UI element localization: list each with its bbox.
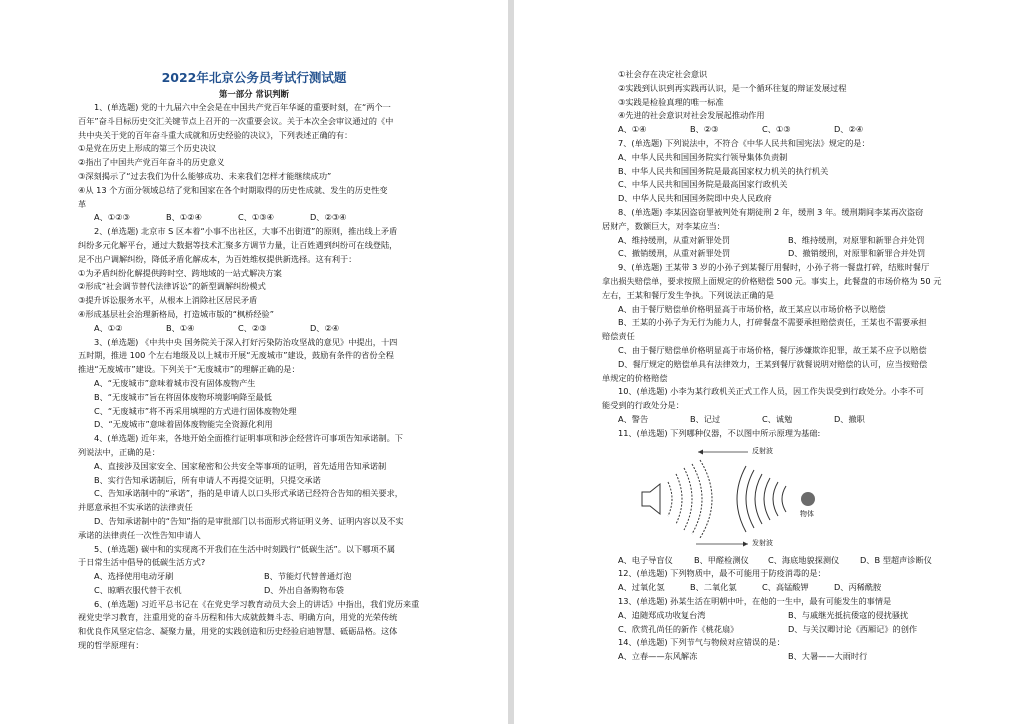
text-line: 赔偿责任 [602, 331, 635, 342]
emitted-waves [668, 460, 712, 538]
text-line: D、中华人民共和国国务院即中央人民政府 [618, 193, 772, 204]
option: D、撤职 [834, 413, 865, 424]
text-line: 1、(单选题) 党的十九届六中全会是在中国共产党百年华诞的重要时刻，在“两个一 [94, 102, 391, 112]
option: D、B 型超声诊断仪 [860, 554, 932, 565]
text-line: 单规定的价格赔偿 [602, 372, 668, 383]
option: D、与关汉卿讨论《西厢记》的创作 [788, 623, 918, 634]
text-line: 并愿意承担不实承诺的法律责任 [78, 502, 193, 513]
text-line: D、“无废城市”意味着固体废物能完全资源化利用 [94, 419, 273, 430]
text-line: ①为矛盾纠纷化解提供跨时空、跨地域的一站式解决方案 [78, 267, 282, 278]
option: A、追随郑成功收复台湾 [618, 609, 706, 620]
text-line: 五时期，推进 100 个左右地级及以上城市开展“无废城市”建设，鼓励有条件的省份全程 [78, 350, 394, 361]
object-label: 物体 [800, 509, 814, 518]
text-line: C、中华人民共和国国务院是最高国家行政机关 [618, 179, 788, 190]
echo-principle-figure [602, 444, 954, 550]
q2-options [78, 322, 430, 336]
option: A、电子导盲仪 [618, 554, 673, 565]
text-line: 6、(单选题) 习近平总书记在《在党史学习教育动员大会上的讲话》中指出，我们党历来重 [94, 598, 420, 609]
option: C、①③ [762, 124, 791, 135]
text-line: 推进“无废城市”建设。下列关于“无废城市”的理解正确的是： [78, 364, 300, 375]
q13-options-row1 [602, 609, 954, 623]
text-line: 10、(单选题) 小李为某行政机关正式工作人员，因工作失误受到行政处分。小李不可 [618, 386, 924, 397]
q11-options [602, 554, 954, 568]
text-line: ②形成“社会调节替代法律诉讼”的新型调解纠纷模式 [78, 281, 266, 292]
text-line: 9、(单选题) 王某带 3 岁的小孙子到某餐厅用餐时，小孙子将一餐盘打碎，结账时餐厅 [618, 262, 930, 273]
option: B、二氧化氯 [690, 582, 737, 593]
option: A、维持缓刑，从重对新罪处罚 [618, 234, 731, 245]
text-line: 现的哲学原理有： [78, 640, 144, 651]
text-line: 居财产，数额巨大，对李某应当： [602, 220, 725, 231]
text-line: ③实践是检验真理的唯一标准 [618, 96, 724, 107]
text-line: ③提升诉讼服务水平，从根本上消除社区居民矛盾 [78, 295, 258, 306]
emitter-icon [642, 484, 660, 514]
text-line: 百年”奋斗目标历史交汇关键节点上召开的一次重要会议。关于本次全会审议通过的《中 [78, 115, 394, 126]
text-line: A、中华人民共和国国务院实行领导集体负责制 [618, 151, 788, 162]
text-line: A、由于餐厅赔偿单价格明显高于市场价格，故王某应以市场价格予以赔偿 [618, 303, 886, 314]
text-line: 13、(单选题) 孙某生活在明朝中叶，在他的一生中，最有可能发生的事情是 [618, 595, 892, 606]
text-line: 8、(单选题) 李某因盗窃罪被判处有期徒刑 2 年，缓刑 3 年。缓刑期间李某再次盗窃 [618, 206, 924, 217]
text-line: ②实践到认识到再实践再认识，是一个循环往复的辩证发展过程 [618, 82, 847, 93]
text-line: ④先进的社会意识对社会发展起推动作用 [618, 110, 765, 121]
option: B、①④ [166, 322, 195, 333]
q6-options [602, 123, 954, 137]
text-line: C、告知承诺制中的“承诺”，指的是申请人以口头形式承诺已经符合告知的相关要求， [94, 488, 403, 499]
option: D、撤销缓刑，对原罪和新罪合并处罚 [788, 248, 926, 259]
page-right-content [602, 68, 954, 664]
text-line: ①是党在历史上形成的第三个历史决议 [78, 143, 217, 154]
text-line: 于日常生活中倡导的低碳生活方式? [78, 557, 206, 568]
text-line: ①社会存在决定社会意识 [618, 69, 708, 79]
reflected-wave-label: 反射波 [752, 446, 773, 455]
wave-diagram [602, 444, 954, 550]
option: C、高锰酸钾 [762, 582, 809, 593]
text-line: 承诺的法律责任一次性告知申请人 [78, 529, 201, 540]
text-line: ②指出了中国共产党百年奋斗的历史意义 [78, 157, 225, 168]
text-line: 左右，王某和餐厅发生争执。下列说法正确的是 [602, 289, 774, 300]
text-line: 12、(单选题) 下列物质中，最不可能用于防疫消毒的是： [618, 568, 826, 579]
option: A、①②③ [94, 212, 130, 223]
option: A、过氧化氢 [618, 582, 665, 593]
option: C、撤销缓刑，从重对新罪处罚 [618, 248, 731, 259]
text-line: C、由于餐厅赔偿单价格明显高于市场价格，餐厅涉嫌欺诈犯罪，故王某不应予以赔偿 [618, 344, 927, 355]
text-line: D、告知承诺制中的“告知”指的是审批部门以书面形式将证明义务、证明内容以及不实 [94, 515, 404, 526]
option: B、②③ [690, 124, 719, 135]
option: B、记过 [690, 413, 721, 424]
option: C、②③ [238, 322, 267, 333]
option: A、①④ [618, 124, 647, 135]
option: A、警告 [618, 413, 649, 424]
text-line: B、“无废城市”旨在将固体废物环境影响降至最低 [94, 391, 272, 402]
option: C、诚勉 [762, 413, 793, 424]
text-line: A、“无废城市”意味着城市没有固体废物产生 [94, 377, 256, 388]
document-title: 2022年北京公务员考试行测试题 [161, 70, 347, 85]
text-line: 11、(单选题) 下列哪种仪器，不以图中所示原理为基础: [618, 427, 821, 438]
text-line: ④从 13 个方面分领域总结了党和国家在各个时期取得的历史性成就、发生的历史性变 [78, 184, 388, 195]
q5-options-row2 [78, 584, 430, 598]
text-line: A、直接涉及国家安全、国家秘密和公共安全等事项的证明，首先适用告知承诺制 [94, 460, 387, 471]
option: A、选择使用电动牙刷 [94, 571, 174, 582]
text-line: 列说法中，正确的是： [78, 446, 160, 457]
reflected-waves [737, 466, 786, 532]
text-line: B、王某的小孙子为无行为能力人，打碎餐盘不需要承担赔偿责任，王某也不需要承担 [618, 317, 927, 328]
text-line: ③深刻揭示了“过去我们为什么能够成功、未来我们怎样才能继续成功” [78, 170, 332, 181]
text-line: B、中华人民共和国国务院是最高国家权力机关的执行机关 [618, 165, 829, 176]
emitted-arrowhead [743, 541, 748, 546]
text-line: B、实行告知承诺制后，所有申请人不再提交证明，只提交承诺 [94, 474, 321, 485]
option: B、甲醛检测仪 [694, 554, 749, 565]
option: B、与戚继光抵抗倭寇的侵扰骚扰 [788, 609, 909, 620]
text-line: 4、(单选题) 近年来，各地开始全面推行证明事项和涉企经营许可事项告知承诺制。下 [94, 433, 403, 444]
document-page-right [514, 0, 1024, 724]
q8-options-row1 [602, 234, 954, 248]
text-line: 能受到的行政处分是： [602, 400, 684, 411]
text-line: 和优良作风坚定信念、凝聚力量，用党的实践创造和历史经验启迪智慧、砥砺品格。这体 [78, 626, 398, 637]
text-line: ④形成基层社会治理新格局，打造城市版的“枫桥经验” [78, 308, 274, 319]
text-line: 7、(单选题) 下列说法中，不符合《中华人民共和国宪法》规定的是： [618, 137, 870, 148]
text-line: 3、(单选题) 《中共中央 国务院关于深入打好污染防治攻坚战的意见》中提出，十四 [94, 336, 398, 347]
option: A、①② [94, 322, 123, 333]
reflected-arrowhead [698, 449, 703, 454]
option: B、节能灯代替普通灯泡 [264, 571, 352, 582]
q10-options [602, 413, 954, 427]
text-line: 视党史学习教育，注重用党的奋斗历程和伟大成就鼓舞斗志、明确方向，用党的光荣传统 [78, 612, 398, 623]
q1-options [78, 211, 430, 225]
page-left-content [78, 70, 430, 653]
option: D、外出自备购物布袋 [264, 584, 344, 595]
q12-options [602, 581, 954, 595]
option: B、大暑——大雨时行 [788, 651, 868, 662]
text-line: 共中央关于党的百年奋斗重大成就和历史经验的决议》，下列表述正确的有： [78, 129, 353, 140]
text-line: 纠纷多元化解平台，通过大数据等技术汇聚多方调节力量，让百姓遇到纠纷可在线登陆， [78, 239, 398, 250]
section-heading: 第一部分 常识判断 [219, 89, 289, 99]
q5-options-row1 [78, 570, 430, 584]
text-line: 2、(单选题) 北京市 S 区本着“小事不出社区，大事不出街道”的原则，推出线上矛盾 [94, 226, 398, 237]
option: D、②④ [310, 322, 340, 333]
emitted-wave-label: 发射波 [752, 538, 773, 547]
text-line: D、餐厅规定的赔偿单具有法律效力，王某到餐厅就餐说明对赔偿的认可，应当按赔偿 [618, 358, 928, 369]
object-icon [801, 492, 815, 506]
q13-options-row2 [602, 623, 954, 637]
text-line: 5、(单选题) 碳中和的实现离不开我们在生活中时刻践行“低碳生活”。以下哪项不属 [94, 543, 396, 554]
option: C、海底地貌探测仪 [768, 554, 840, 565]
q14-options [602, 650, 954, 664]
option: C、晾晒衣服代替干衣机 [94, 584, 182, 595]
q8-options-row2 [602, 247, 954, 261]
document-page-left [0, 0, 508, 724]
option: D、丙稀酰胺 [834, 582, 882, 593]
text-line: 14、(单选题) 下列节气与物候对应错误的是： [618, 637, 785, 648]
option: C、①③④ [238, 212, 274, 223]
text-line: 足不出户调解纠纷，降低矛盾化解成本，为百姓维权提供新选择。这有利于： [78, 253, 357, 264]
option: D、②③④ [310, 212, 347, 223]
text-line: 革 [78, 198, 87, 209]
option: B、①②④ [166, 212, 202, 223]
option: A、立春——东风解冻 [618, 651, 698, 662]
option: B、维持缓刑，对原罪和新罪合并处罚 [788, 234, 925, 245]
option: D、②④ [834, 124, 864, 135]
text-line: 拿出损失赔偿单，要求按照上面规定的价格赔偿 500 元。事实上，此餐盘的市场价格为 50 元 [602, 275, 942, 286]
text-line: C、“无废城市”将不再采用填埋的方式进行固体废物处理 [94, 405, 297, 416]
option: C、欣赏孔尚任的新作《桃花扇》 [618, 623, 739, 634]
